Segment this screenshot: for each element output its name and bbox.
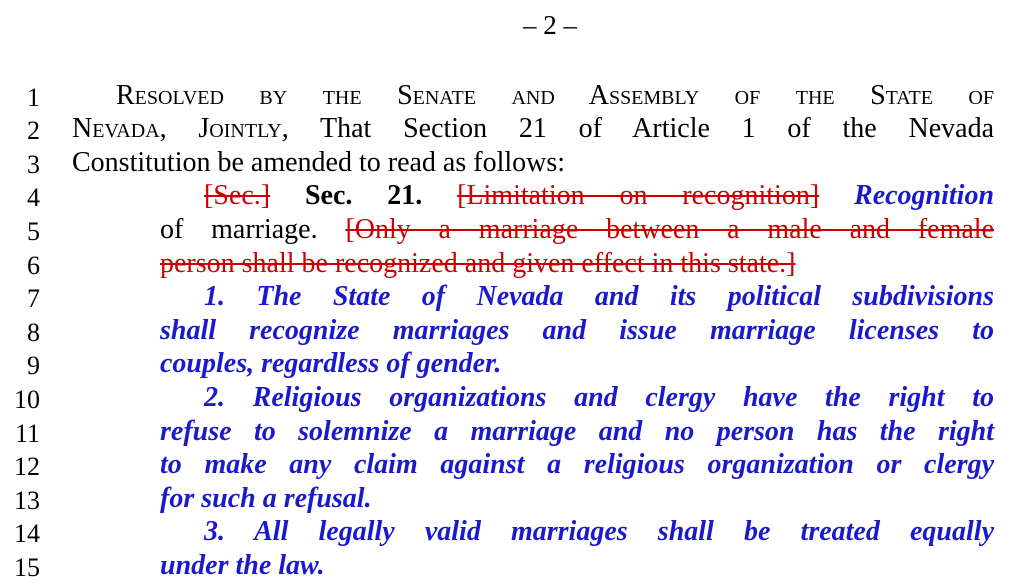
line-number: 5	[27, 217, 40, 246]
inserted-para-3-line-1: 3. All legally valid marriages shall be treated equally	[204, 516, 994, 547]
line-number: 1	[27, 83, 40, 112]
inserted-para-3-line-2: under the law.	[160, 550, 325, 581]
line-number: 12	[14, 452, 40, 481]
line-number: 7	[27, 284, 40, 313]
deleted-text-1: [Only a marriage between a male and female	[345, 214, 995, 245]
resolution-line-2-rest: That Section 21 of Article 1 of the Nevada	[288, 113, 995, 144]
inserted-para-1-line-2: shall recognize marriages and issue marriage licenses to	[160, 315, 994, 346]
resolution-line-2	[72, 113, 994, 145]
line-number: 10	[14, 385, 40, 414]
section-number: Sec. 21.	[304, 180, 423, 211]
section-line-5	[160, 214, 994, 246]
deleted-text-2: person shall be recognized and given effect in this state.]	[160, 248, 796, 279]
inserted-para-2-line-2: refuse to solemnize a marriage and no person has the right	[160, 416, 994, 447]
deleted-heading: [Limitation on recognition]	[457, 180, 820, 211]
inserted-para-2-line-3: to make any claim against a religious organization or clergy	[160, 449, 994, 480]
line-number: 9	[27, 351, 40, 380]
line-number: 4	[27, 183, 40, 212]
line-number: 6	[27, 251, 40, 280]
line-number: 14	[14, 519, 40, 548]
inserted-heading: Recognition	[854, 180, 995, 211]
line-number: 13	[14, 486, 40, 515]
inserted-para-1-line-3: couples, regardless of gender.	[160, 348, 502, 379]
resolution-line-3: Constitution be amended to read as follows:	[72, 147, 566, 178]
resolution-line-1: Resolved by the Senate and Assembly of the State of	[116, 80, 994, 111]
deleted-sec: [Sec.]	[204, 180, 271, 211]
section-heading-line	[204, 180, 994, 212]
line-number: 3	[27, 150, 40, 179]
inserted-para-2-line-1: 2. Religious organizations and clergy have the right to	[204, 382, 994, 413]
nevada-jointly: Nevada, Jointly,	[72, 113, 289, 144]
line-number: 8	[27, 318, 40, 347]
of-marriage: of marriage.	[160, 214, 318, 245]
line-number: 15	[14, 553, 40, 582]
page-number: – 2 –	[523, 10, 577, 40]
inserted-para-2-line-4: for such a refusal.	[160, 483, 372, 514]
line-number: 2	[27, 116, 40, 145]
line-number: 11	[14, 419, 40, 448]
inserted-para-1-line-1: 1. The State of Nevada and its political subdivisions	[204, 281, 994, 312]
